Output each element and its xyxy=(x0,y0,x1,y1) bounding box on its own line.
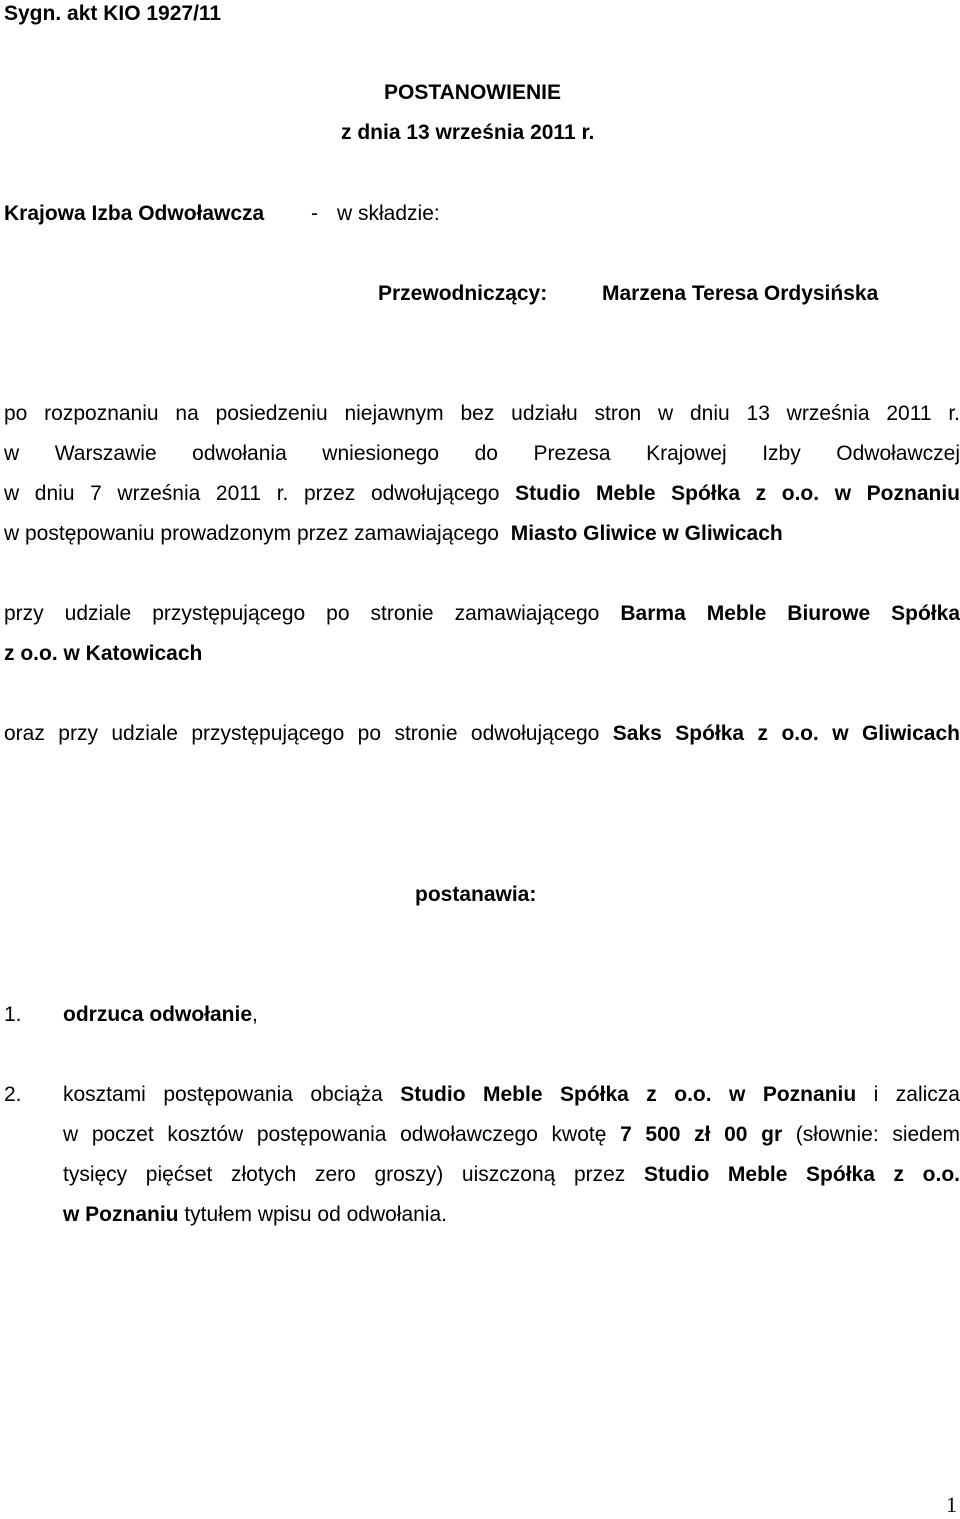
intro-line-3-text: w dniu 7 września 2011 r. przez odwołującego xyxy=(4,482,500,505)
participant2-line xyxy=(4,722,960,746)
intro-line-4 xyxy=(4,522,783,546)
participant1-text: przy udziale przystępującego po stronie zamawiającego xyxy=(4,602,600,625)
appellant-name: Studio Meble Spółka z o.o. w Poznaniu xyxy=(515,482,960,505)
item2-l2-c: (słownie: siedem xyxy=(795,1123,960,1146)
page-number: 1 xyxy=(946,1492,957,1517)
decision-heading: postanawia: xyxy=(415,883,537,906)
decision-item-2-line-4 xyxy=(63,1203,447,1227)
item2-l4-b: tytułem wpisu od odwołania. xyxy=(184,1203,447,1226)
item2-l1-a: kosztami postępowania obciąża xyxy=(63,1083,383,1106)
item2-l4-a: w Poznaniu xyxy=(63,1203,179,1226)
participant2-text: oraz przy udziale przystępującego po stronie odwołującego xyxy=(4,722,600,745)
decision-item-2-line-1 xyxy=(63,1083,960,1107)
intro-line-4-text: w postępowaniu prowadzonym przez zamawiającego xyxy=(4,522,499,545)
item2-l1-c: i zalicza xyxy=(873,1083,960,1106)
participant1-line-1 xyxy=(4,602,960,626)
document-title: POSTANOWIENIE xyxy=(384,81,561,104)
decision-item-1-number: 1. xyxy=(4,1003,22,1026)
participant1-name: Barma Meble Biurowe Spółka xyxy=(620,602,960,625)
decision-item-2-number: 2. xyxy=(4,1083,22,1106)
item2-l2-b: 7 500 zł 00 gr xyxy=(620,1123,783,1146)
decision-item-2-line-3 xyxy=(63,1163,960,1187)
decision-item-1-bold: odrzuca odwołanie xyxy=(63,1003,253,1026)
decision-item-1 xyxy=(63,1003,258,1027)
case-signature: Sygn. akt KIO 1927/11 xyxy=(4,2,222,25)
item2-l3-b: Studio Meble Spółka z o.o. xyxy=(643,1163,960,1186)
composition-label: w składzie: xyxy=(337,202,440,225)
chair-name: Marzena Teresa Ordysińska xyxy=(602,282,879,305)
intro-line-2: w Warszawie odwołania wniesionego do Prezesa Krajowej Izby Odwoławczej xyxy=(4,442,960,465)
decision-item-2-line-2 xyxy=(63,1123,960,1147)
chamber-name: Krajowa Izba Odwoławcza xyxy=(4,202,265,225)
participant1-line-2: z o.o. w Katowicach xyxy=(4,642,203,665)
intro-line-3 xyxy=(4,482,960,506)
intro-line-1: po rozpoznaniu na posiedzeniu niejawnym bez udziału stron w dniu 13 września 2011 r. xyxy=(4,402,960,425)
participant2-name: Saks Spółka z o.o. w Gliwicach xyxy=(612,722,960,745)
contracting-authority: Miasto Gliwice w Gliwicach xyxy=(510,522,783,545)
decision-item-1-tail: , xyxy=(252,1003,258,1026)
item2-l1-b: Studio Meble Spółka z o.o. w Poznaniu xyxy=(400,1083,857,1106)
item2-l2-a: w poczet kosztów postępowania odwoławczego kwotę xyxy=(63,1123,607,1146)
dash-separator: - xyxy=(311,202,318,225)
item2-l3-a: tysięcy pięćset złotych zero groszy) uiszczoną przez xyxy=(63,1163,626,1186)
document-date: z dnia 13 września 2011 r. xyxy=(341,121,595,144)
chair-label: Przewodniczący: xyxy=(378,282,548,305)
